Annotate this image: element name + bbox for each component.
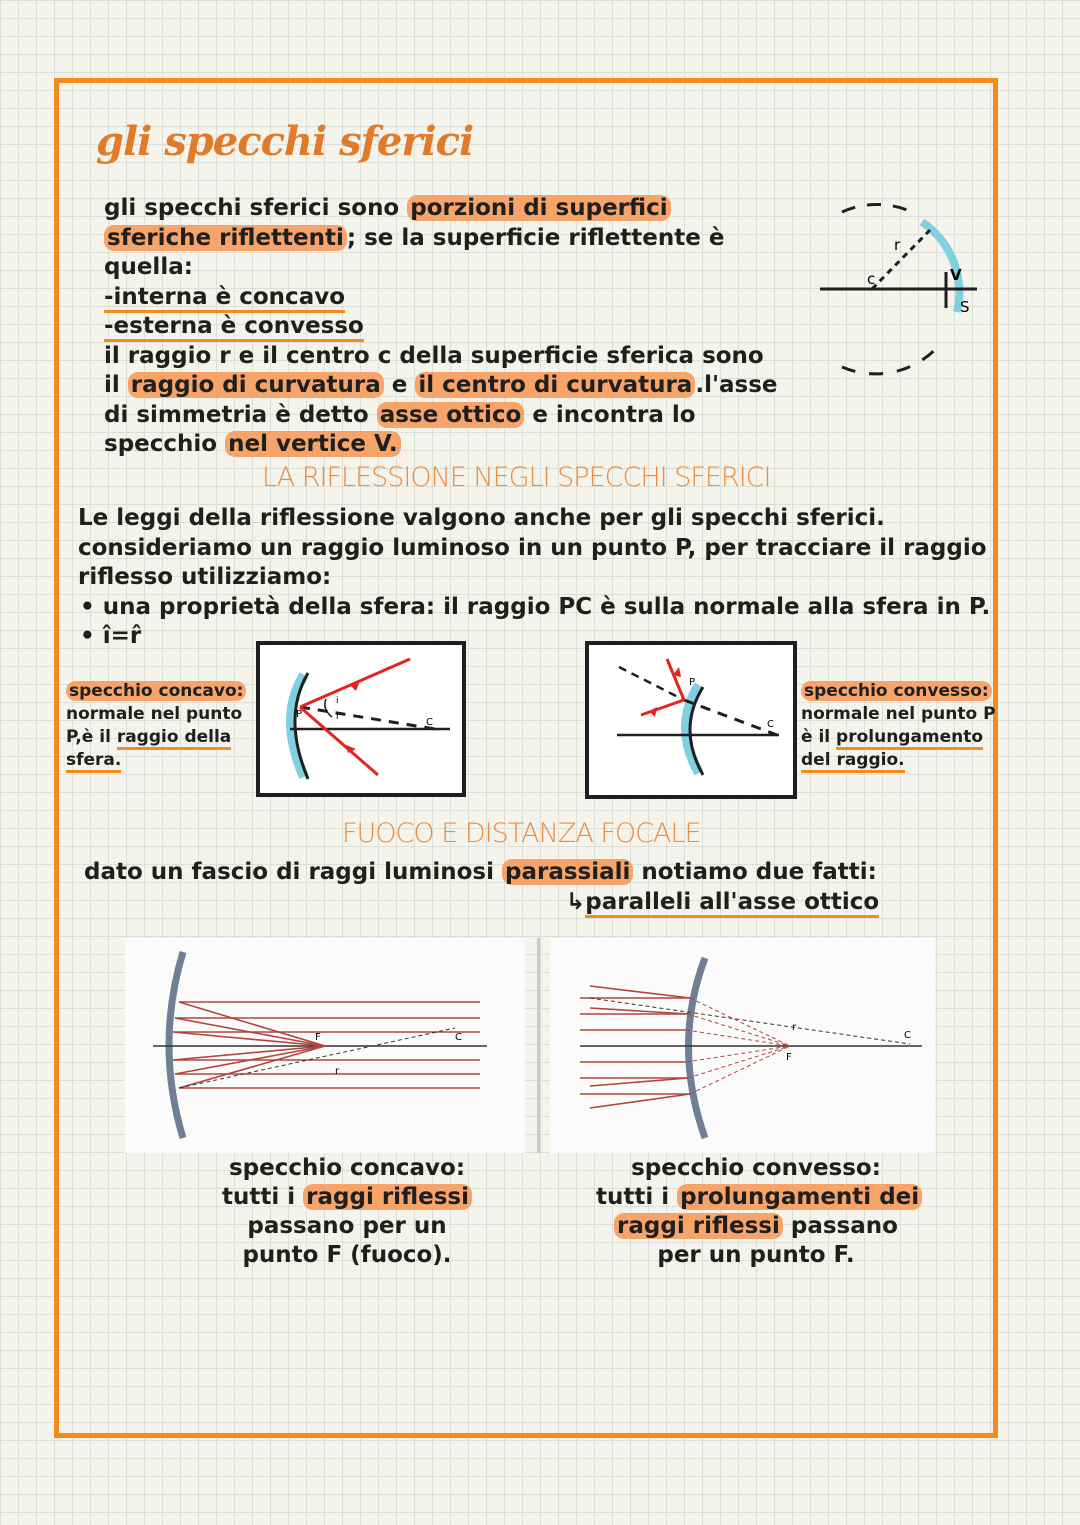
convex-focus-diagram (550, 938, 935, 1153)
caption-text: per un punto F. (657, 1242, 855, 1268)
underlined-text: sfera. (66, 750, 121, 773)
concave-focus-diagram (125, 938, 525, 1153)
underlined-text: paralleli all'asse ottico (585, 889, 879, 918)
intro-text: e (383, 372, 416, 398)
radius-label: r (792, 1022, 797, 1033)
caption-text: punto F (fuoco). (242, 1242, 452, 1268)
angle-i-label: i (336, 696, 339, 706)
radius-label: r (894, 236, 901, 254)
center-label: c (867, 270, 876, 288)
intro-text: il raggio r e il centro c della superficie sferica sono (104, 342, 764, 369)
intro-text: gli specchi sferici sono (104, 195, 408, 221)
underlined-text: raggio della (117, 727, 231, 750)
caption-text: passano (782, 1213, 898, 1239)
center-label: C (904, 1030, 911, 1041)
caption-text: tutti i (596, 1184, 678, 1210)
radius-label: r (335, 1066, 340, 1077)
highlight: raggio di curvatura (128, 372, 384, 398)
page-title: gli specchi sferici (96, 118, 474, 165)
highlight: specchio convesso: (801, 681, 992, 701)
arrow-icon: ↳ (566, 889, 586, 915)
center-label: C (426, 717, 433, 728)
note-text: normale nel punto (66, 704, 243, 724)
note-text: normale nel punto P (801, 704, 996, 724)
focus-text: notiamo due fatti: (633, 859, 877, 885)
concave-reflection-figure (256, 641, 466, 797)
point-p-label: P (689, 677, 696, 688)
reflection-text: riflesso utilizziamo: (78, 564, 332, 590)
bullet-item: • una proprietà della sfera: il raggio PC è sulla normale alla sfera in P. (80, 593, 991, 620)
highlight: parassiali (502, 859, 633, 885)
intro-text: e incontra lo (524, 401, 696, 428)
underlined-text: del raggio. (801, 750, 905, 773)
caption-text: specchio convesso: (631, 1155, 881, 1181)
highlight: raggi riflessi (614, 1213, 783, 1239)
convex-caption (596, 1154, 920, 1270)
note-text: è il (801, 727, 837, 747)
intro-text: quella: (104, 254, 193, 280)
caption-text: tutti i (222, 1184, 304, 1210)
angle-r-label: r (336, 712, 340, 722)
intro-text: di simmetria è detto (104, 401, 377, 428)
focus-label: F (315, 1032, 321, 1043)
intro-text: .l'asse (695, 372, 778, 398)
note-text: P,è il (66, 727, 117, 747)
highlight: prolungamenti dei (677, 1184, 922, 1210)
intro-text: specchio (104, 431, 226, 457)
focus-note (566, 888, 879, 918)
intro-paragraph (104, 194, 778, 460)
reflection-text: Le leggi della riflessione valgono anche per gli specchi sferici. (78, 505, 885, 531)
focus-paragraph (84, 858, 877, 888)
reflection-paragraph (78, 504, 990, 652)
section-title-focus: FUOCO E DISTANZA FOCALE (342, 818, 701, 849)
concave-caption (212, 1154, 482, 1270)
highlight: raggi riflessi (303, 1184, 472, 1210)
vertex-label: V (950, 266, 962, 284)
point-p-label: P (296, 709, 303, 720)
convex-reflection-figure (585, 641, 797, 799)
underlined-text: prolungamento (836, 727, 983, 750)
center-label: C (767, 719, 774, 730)
underlined-text: -esterna è convesso (104, 313, 364, 342)
focus-text: dato un fascio di raggi luminosi (84, 859, 502, 885)
reflection-text: consideriamo un raggio luminoso in un punto P, per tracciare il raggio (78, 534, 987, 561)
center-label: C (455, 1032, 462, 1043)
underlined-text: -interna è concavo (104, 284, 345, 313)
highlight: porzioni di superfici (407, 195, 670, 221)
highlight: nel vertice V. (225, 431, 401, 457)
highlight: il centro di curvatura (415, 372, 695, 398)
caption-text: passano per un (247, 1213, 447, 1239)
bullet-item: • î=r̂ (80, 623, 142, 649)
highlight: sferiche riflettenti (104, 225, 347, 251)
convex-note (801, 680, 996, 772)
concave-note (66, 680, 246, 772)
caption-text: specchio concavo: (228, 1155, 466, 1181)
intro-text: ; se la superficie riflettente è (346, 224, 725, 251)
intro-text: il (104, 372, 128, 398)
highlight: asse ottico (377, 402, 525, 428)
sphere-sketch (812, 192, 982, 382)
highlight: specchio concavo: (66, 681, 246, 701)
s-label: S (960, 298, 970, 316)
focus-label: F (786, 1052, 792, 1063)
divider (537, 938, 540, 1153)
section-title-reflection: LA RIFLESSIONE NEGLI SPECCHI SFERICI (262, 462, 771, 493)
